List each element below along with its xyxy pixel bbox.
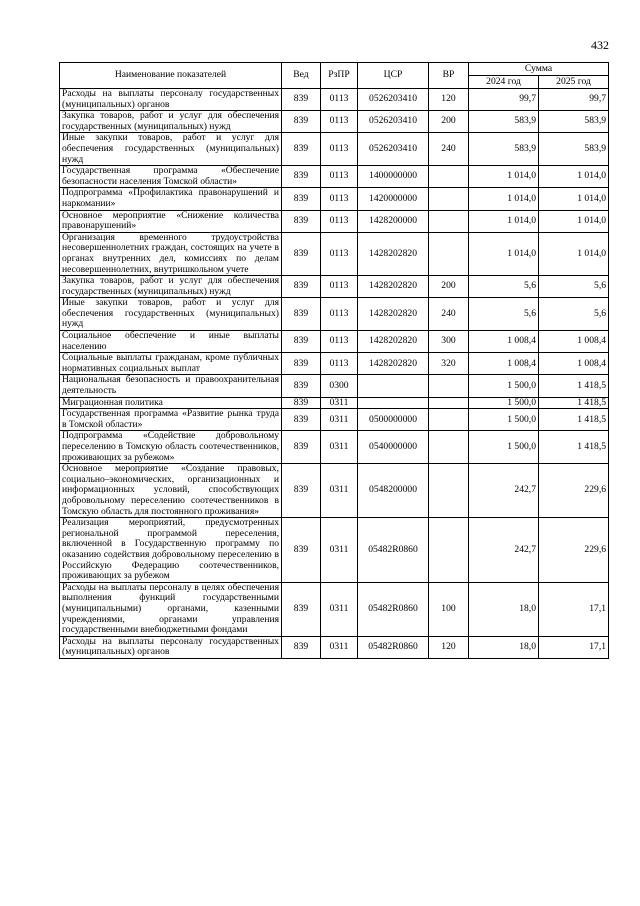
row-rzpr-cell: 0113 (321, 353, 358, 375)
table-row (60, 210, 609, 232)
row-2025-cell: 1 014,0 (539, 232, 609, 275)
row-2025-cell: 1 008,4 (539, 331, 609, 353)
row-2024-cell: 1 500,0 (469, 375, 539, 397)
table-row (60, 232, 609, 275)
row-rzpr-cell: 0113 (321, 232, 358, 275)
row-csr-cell: 1428202820 (358, 353, 429, 375)
row-csr-cell: 05482R0860 (358, 582, 429, 636)
row-rzpr-cell: 0311 (321, 431, 358, 464)
table-row (60, 582, 609, 636)
row-vr-cell: 240 (429, 133, 469, 166)
row-2025-cell: 229,6 (539, 464, 609, 518)
row-ved-cell: 839 (282, 210, 321, 232)
row-csr-cell: 0500000000 (358, 409, 429, 431)
table-header (60, 63, 609, 89)
page-number: 432 (591, 38, 609, 52)
row-name-cell: Иные закупки товаров, работ и услуг для обеспечения государственных (муниципальных) нужд (60, 298, 282, 331)
row-name-cell: Основное мероприятие «Создание правовых, социально–экономических, организационных и информационных условий, способствующих добровольному переселению соотечественников в Томскую область для постоянного проживания» (60, 464, 282, 518)
row-name-cell: Социальное обеспечение и иные выплаты населению (60, 331, 282, 353)
row-2024-cell: 242,7 (469, 464, 539, 518)
row-vr-cell: 320 (429, 353, 469, 375)
row-vr-cell (429, 375, 469, 397)
row-name-cell: Государственная программа «Развитие рынка труда в Томской области» (60, 409, 282, 431)
row-name-cell: Подпрограмма «Содействие добровольному переселению в Томскую область соотечественников, проживающих за рубежом» (60, 431, 282, 464)
row-rzpr-cell: 0113 (321, 166, 358, 188)
row-csr-cell: 0526203410 (358, 89, 429, 111)
row-vr-cell: 300 (429, 331, 469, 353)
row-ved-cell: 839 (282, 188, 321, 210)
row-ved-cell: 839 (282, 431, 321, 464)
row-2025-cell: 17,1 (539, 582, 609, 636)
row-ved-cell: 839 (282, 464, 321, 518)
row-name-cell: Национальная безопасность и правоохранительная деятельность (60, 375, 282, 397)
row-csr-cell: 05482R0860 (358, 518, 429, 583)
table-row (60, 409, 609, 431)
row-2025-cell: 1 014,0 (539, 210, 609, 232)
row-2025-cell: 1 418,5 (539, 375, 609, 397)
table-row (60, 298, 609, 331)
row-ved-cell: 839 (282, 375, 321, 397)
row-csr-cell: 1400000000 (358, 166, 429, 188)
row-ved-cell: 839 (282, 518, 321, 583)
row-ved-cell: 839 (282, 298, 321, 331)
row-rzpr-cell: 0311 (321, 397, 358, 409)
row-rzpr-cell: 0113 (321, 210, 358, 232)
row-ved-cell: 839 (282, 232, 321, 275)
row-vr-cell: 120 (429, 89, 469, 111)
row-2024-cell: 1 500,0 (469, 409, 539, 431)
row-2024-cell: 1 014,0 (469, 166, 539, 188)
table-row (60, 464, 609, 518)
row-name-cell: Миграционная политика (60, 397, 282, 409)
row-name-cell: Расходы на выплаты персоналу государственных (муниципальных) органов (60, 89, 282, 111)
row-2025-cell: 1 014,0 (539, 166, 609, 188)
budget-table (59, 62, 609, 659)
row-csr-cell (358, 397, 429, 409)
row-name-cell: Социальные выплаты гражданам, кроме публичных нормативных социальных выплат (60, 353, 282, 375)
row-rzpr-cell: 0113 (321, 133, 358, 166)
row-2025-cell: 5,6 (539, 276, 609, 298)
table-row (60, 188, 609, 210)
row-name-cell: Иные закупки товаров, работ и услуг для обеспечения государственных (муниципальных) нужд (60, 133, 282, 166)
row-rzpr-cell: 0113 (321, 331, 358, 353)
row-2024-cell: 583,9 (469, 111, 539, 133)
row-2025-cell: 583,9 (539, 133, 609, 166)
row-ved-cell: 839 (282, 276, 321, 298)
row-ved-cell: 839 (282, 409, 321, 431)
row-ved-cell: 839 (282, 111, 321, 133)
row-name-cell: Государственная программа «Обеспечение безопасности населения Томской области» (60, 166, 282, 188)
row-ved-cell: 839 (282, 582, 321, 636)
row-csr-cell: 1428200000 (358, 210, 429, 232)
row-name-cell: Расходы на выплаты персоналу государственных (муниципальных) органов (60, 636, 282, 658)
table-row (60, 133, 609, 166)
row-vr-cell (429, 166, 469, 188)
table-row (60, 111, 609, 133)
table-row (60, 636, 609, 658)
header-year-2025: 2025 год (539, 76, 609, 89)
row-rzpr-cell: 0311 (321, 636, 358, 658)
row-rzpr-cell: 0311 (321, 409, 358, 431)
header-vr: ВР (429, 63, 469, 89)
header-name: Наименование показателей (60, 63, 282, 89)
row-ved-cell: 839 (282, 397, 321, 409)
row-vr-cell: 200 (429, 276, 469, 298)
row-name-cell: Подпрограмма «Профилактика правонарушений и наркомании» (60, 188, 282, 210)
row-vr-cell (429, 464, 469, 518)
row-csr-cell: 1428202820 (358, 298, 429, 331)
row-2025-cell: 583,9 (539, 111, 609, 133)
row-2025-cell: 99,7 (539, 89, 609, 111)
row-2024-cell: 1 500,0 (469, 397, 539, 409)
header-csr: ЦСР (358, 63, 429, 89)
row-csr-cell: 05482R0860 (358, 636, 429, 658)
table-row (60, 431, 609, 464)
row-2025-cell: 1 014,0 (539, 188, 609, 210)
row-2024-cell: 1 500,0 (469, 431, 539, 464)
row-rzpr-cell: 0113 (321, 276, 358, 298)
row-csr-cell (358, 375, 429, 397)
row-name-cell: Организация временного трудоустройства несовершеннолетних граждан, состоящих на учете в органах внутренних дел, комиссиях по делам несовершеннолетних, внутришкольном учете (60, 232, 282, 275)
row-ved-cell: 839 (282, 331, 321, 353)
table-row (60, 276, 609, 298)
row-name-cell: Основное мероприятие «Снижение количества правонарушений» (60, 210, 282, 232)
row-rzpr-cell: 0113 (321, 89, 358, 111)
row-2025-cell: 1 418,5 (539, 397, 609, 409)
table-row (60, 375, 609, 397)
header-rzpr: РзПР (321, 63, 358, 89)
row-vr-cell: 200 (429, 111, 469, 133)
row-rzpr-cell: 0311 (321, 518, 358, 583)
row-2024-cell: 242,7 (469, 518, 539, 583)
row-rzpr-cell: 0311 (321, 464, 358, 518)
row-name-cell: Закупка товаров, работ и услуг для обеспечения государственных (муниципальных) нужд (60, 276, 282, 298)
row-name-cell: Закупка товаров, работ и услуг для обеспечения государственных (муниципальных) нужд (60, 111, 282, 133)
row-vr-cell: 240 (429, 298, 469, 331)
row-2024-cell: 583,9 (469, 133, 539, 166)
row-csr-cell: 0526203410 (358, 111, 429, 133)
table-row (60, 331, 609, 353)
row-rzpr-cell: 0311 (321, 582, 358, 636)
row-ved-cell: 839 (282, 166, 321, 188)
table-row (60, 89, 609, 111)
row-2025-cell: 17,1 (539, 636, 609, 658)
row-rzpr-cell: 0113 (321, 298, 358, 331)
row-2024-cell: 18,0 (469, 582, 539, 636)
row-rzpr-cell: 0113 (321, 188, 358, 210)
row-csr-cell: 1428202820 (358, 331, 429, 353)
row-2025-cell: 1 008,4 (539, 353, 609, 375)
row-csr-cell: 0548200000 (358, 464, 429, 518)
row-csr-cell: 1420000000 (358, 188, 429, 210)
header-year-2024: 2024 год (469, 76, 539, 89)
row-2024-cell: 1 014,0 (469, 232, 539, 275)
row-2024-cell: 5,6 (469, 276, 539, 298)
row-2024-cell: 1 008,4 (469, 353, 539, 375)
row-vr-cell (429, 409, 469, 431)
row-ved-cell: 839 (282, 353, 321, 375)
table-row (60, 353, 609, 375)
row-vr-cell (429, 188, 469, 210)
table-row (60, 397, 609, 409)
row-ved-cell: 839 (282, 89, 321, 111)
row-csr-cell: 1428202820 (358, 232, 429, 275)
row-vr-cell (429, 210, 469, 232)
row-2025-cell: 229,6 (539, 518, 609, 583)
row-name-cell: Реализация мероприятий, предусмотренных региональной программой переселения, включенной в Государственную программу по оказанию содействия добровольному переселению в Российскую Федерацию соотечественников, проживающих за рубежом (60, 518, 282, 583)
row-vr-cell (429, 232, 469, 275)
row-csr-cell: 0540000000 (358, 431, 429, 464)
row-2024-cell: 99,7 (469, 89, 539, 111)
row-2024-cell: 5,6 (469, 298, 539, 331)
row-2025-cell: 5,6 (539, 298, 609, 331)
row-vr-cell: 100 (429, 582, 469, 636)
row-2025-cell: 1 418,5 (539, 409, 609, 431)
row-2024-cell: 1 014,0 (469, 210, 539, 232)
header-sum: Сумма (469, 63, 609, 76)
row-vr-cell: 120 (429, 636, 469, 658)
row-name-cell: Расходы на выплаты персоналу в целях обеспечения выполнения функций государственными (муниципальными) органами, казенными учреждениями, органами управления государственными внебюджетными фондами (60, 582, 282, 636)
row-vr-cell (429, 397, 469, 409)
row-2025-cell: 1 418,5 (539, 431, 609, 464)
row-2024-cell: 18,0 (469, 636, 539, 658)
row-csr-cell: 0526203410 (358, 133, 429, 166)
row-rzpr-cell: 0300 (321, 375, 358, 397)
row-vr-cell (429, 518, 469, 583)
row-2024-cell: 1 014,0 (469, 188, 539, 210)
row-ved-cell: 839 (282, 636, 321, 658)
row-vr-cell (429, 431, 469, 464)
row-csr-cell: 1428202820 (358, 276, 429, 298)
row-rzpr-cell: 0113 (321, 111, 358, 133)
table-body (60, 89, 609, 659)
table-row (60, 166, 609, 188)
table-row (60, 518, 609, 583)
row-ved-cell: 839 (282, 133, 321, 166)
header-ved: Вед (282, 63, 321, 89)
row-2024-cell: 1 008,4 (469, 331, 539, 353)
